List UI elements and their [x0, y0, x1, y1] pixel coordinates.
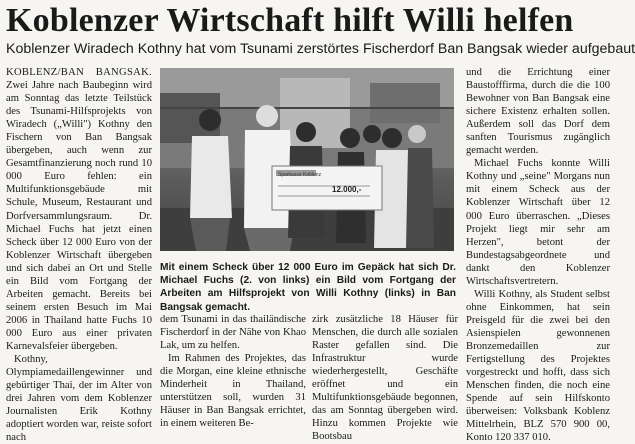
headline: Koblenzer Wirtschaft hilft Willi helfen: [6, 2, 574, 39]
paragraph-text: Zwei Jahre nach Baubeginn wird am Sonntag das letzte Teilstück des Tsunami-Hilfsprojekts von Wiradech („Willi") Kothny den Fischern von Ban Bangsak übergeben, auch wenn zur Gesamtfinanzierung noch rund 10 000 Euro fehlen: ein Multifunktionsgebäude mit Schule, Museum, Restaurant und Dorfversammlungsraum. Dr. Michael Fuchs hat jetzt einen Scheck über 12 000 Euro von der Koblenzer Wirtschaft übergeben und sich dabei an Ort und Stelle ein Bild vom Fortgang der Arbeiten gemacht. Bereits bei seinem ersten Besuch im Mai 2006 in Thailand hatte Fuchs 10 000 Euro aus einer privaten Karnevalsfeier übergeben.: [6, 80, 152, 352]
paragraph: zirk zusätzliche 18 Häuser für Menschen, die durch alle sozialen Raster gefallen sind. Die Infrastruktur wurde wiederhergestellt, Geschäfte eröffnet und ein Multifunktionsgebäude begonnen, das am Sonntag übergeben wird. Hinzu kommen Projekte wie Bootsbau: [312, 314, 458, 443]
article-column-3: [312, 313, 458, 443]
article-column-1: [6, 66, 152, 444]
article-column-2: [160, 313, 306, 430]
article-column-4: [466, 66, 610, 444]
dateline: KOBLENZ/BAN BANGSAK.: [6, 67, 152, 78]
paragraph: und die Errichtung einer Baustofffirma, durch die die 100 Bewohner von Ban Bangsak eine sichere Existenz erhalten sollen. Außerdem soll das Dorf dem sanften Tourismus zugänglich gemacht werden.: [466, 67, 610, 157]
photo-illustration: [160, 68, 454, 251]
news-photo: [160, 68, 454, 251]
paragraph: [6, 66, 152, 353]
paragraph: Im Rahmen des Projektes, das die Morgan, eine kleine ethnische Minderheit in Thailand, unterstützen soll, wurden 31 Häuser in Ban Bangsak errichtet, in einem weiteren Be-: [160, 353, 306, 430]
check-bank-name: Sparkasse Koblenz: [278, 172, 322, 178]
subheadline: Koblenzer Wiradech Kothny hat vom Tsunami zerstörtes Fischerdorf Ban Bangsak wieder aufgebaut: [6, 41, 635, 57]
paragraph: Willi Kothny, als Student selbst ohne Einkommen, hat sein Preisgeld für die zwei bei den Asienspielen gewonnenen Bronzemedaillen zur Fertigstellung des Projektes vorgestreckt und hofft, dass sich Menschen finden, die noch eine Spende auf sein Hilfskonto überweisen: Volksbank Koblenz Mittelrhein, BLZ 570 900 00, Konto 120 337 010.: [466, 288, 610, 444]
paragraph: dem Tsunami in das thailändische Fischerdorf in der Nähe von Khao Lak, um zu helfen.: [160, 314, 306, 352]
paragraph: Michael Fuchs konnte Willi Kothny und „seine" Morgans nun mit einem Scheck aus der Koblenzer Wirtschaft über 12 000 Euro überraschen. „Dieses Projekt liegt mir sehr am Herzen", betont der Bundestagsabgeordnete und dankt den Koblenzer Wirtschaftsvertretern.: [466, 158, 610, 287]
photo-caption: Mit einem Scheck über 12 000 Euro im Gepäck hat sich Dr. Michael Fuchs (2. von links) ein Bild vom Fortgang der Arbeiten am Hilfsprojekt von Willi Kothny (links) in Ban Bangsak gemacht.: [160, 262, 456, 313]
check-amount: 12.000,-: [332, 185, 362, 194]
paragraph: Kothny, Olympiamedaillengewinner und gebürtiger Thai, der im Alter von drei Jahren vom dem Koblenzer Journalisten Erik Kothny adoptiert worden war, reiste sofort nach: [6, 354, 152, 444]
